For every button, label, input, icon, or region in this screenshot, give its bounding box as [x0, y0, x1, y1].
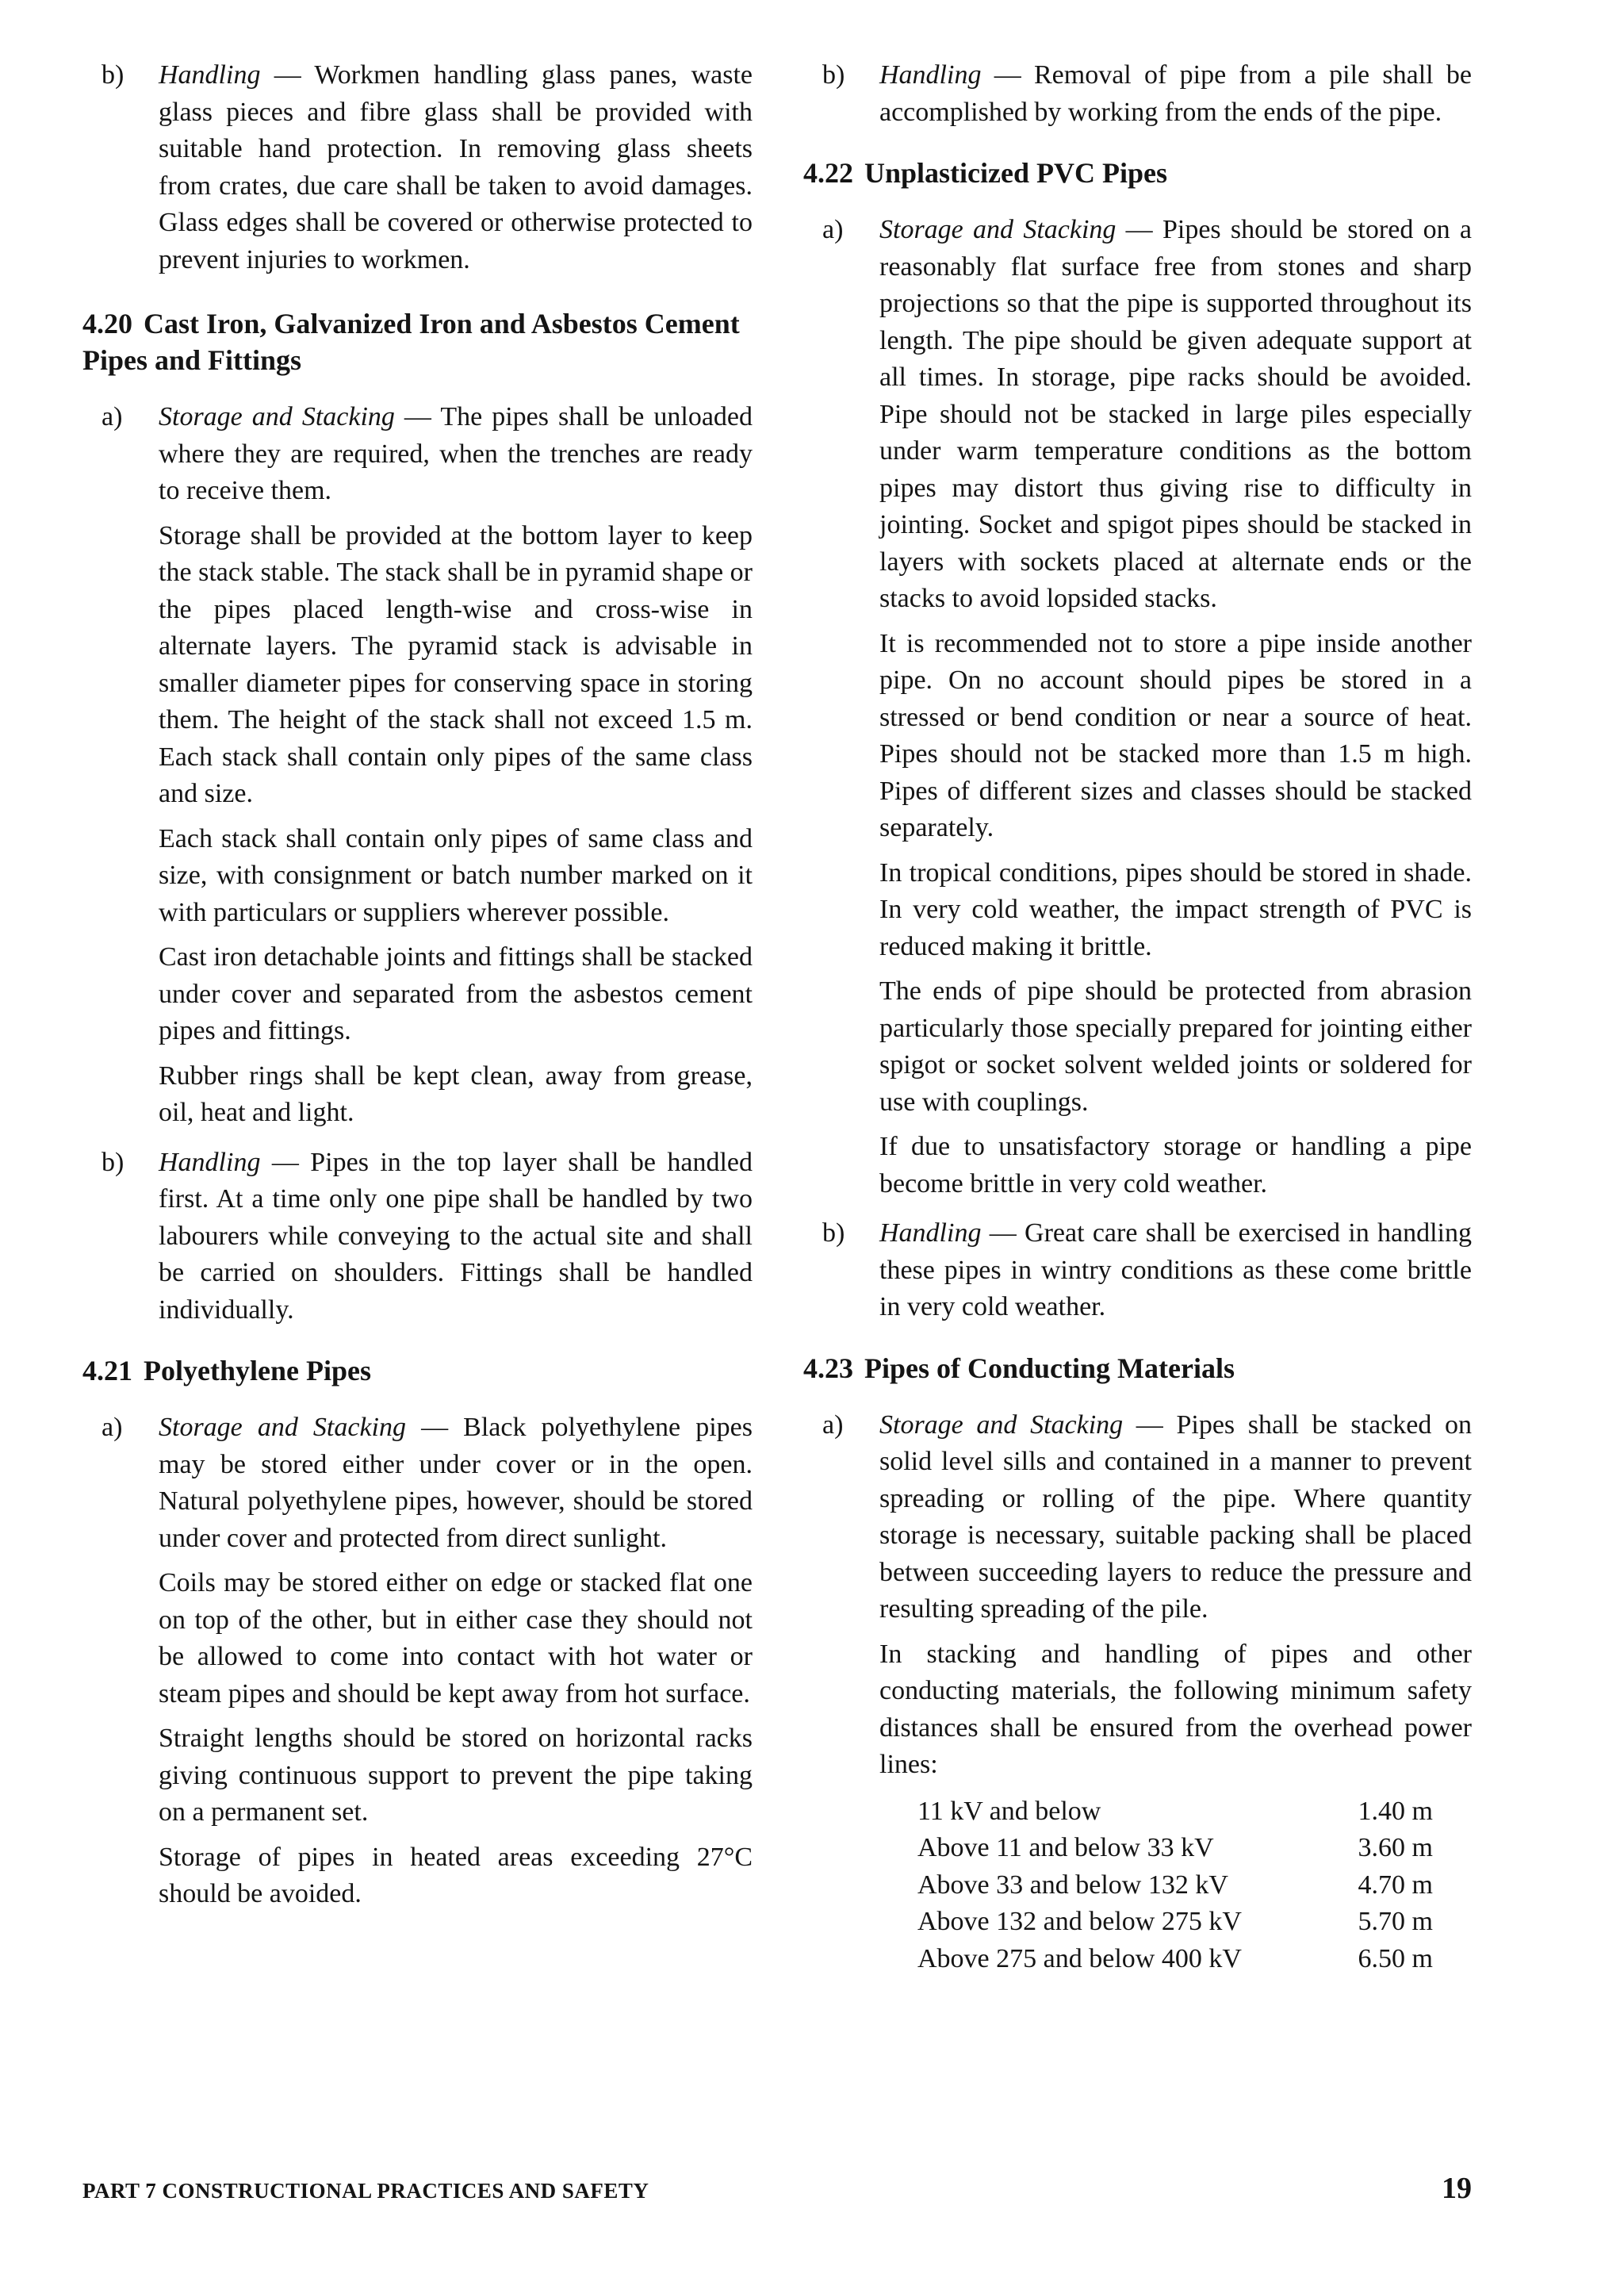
paragraph: The ends of pipe should be protected from abrasion particularly those specially prepared for jointing either spigot or socket solvent welded joints or soldered for use with couplings. — [879, 976, 1472, 1117]
item-lead: Storage and Stacking — [879, 1409, 1124, 1440]
list-item-body — [159, 1145, 753, 1329]
section-number: 4.22 — [803, 157, 853, 189]
voltage-cell: Above 33 and below 132 kV — [917, 1870, 1228, 1900]
list-item-4-21-b — [803, 57, 1472, 131]
item-lead: Handling — [159, 1147, 261, 1177]
voltage-cell: Above 11 and below 33 kV — [917, 1833, 1214, 1862]
paragraph — [879, 212, 1472, 618]
paragraph: Each stack shall contain only pipes of same class and size, with consignment or batch number marked on it with particulars or suppliers wherever possible. — [159, 823, 753, 927]
section-number: 4.21 — [82, 1355, 132, 1386]
paragraph — [879, 1215, 1472, 1326]
paragraph: Cast iron detachable joints and fittings shall be stacked under cover and separated from the asbestos cement pipes and fittings. — [159, 942, 753, 1045]
paragraph: Rubber rings shall be kept clean, away from grease, oil, heat and light. — [159, 1060, 753, 1127]
item-text: — Pipes should be stored on a reasonably flat surface free from stones and sharp projections so that the pipe is supported throughout its length. The pipe should be given adequate support at all times. In storage, pipe racks should be avoided. Pipe should not be stacked in large piles especially under warm temperature conditions as the bottom pipes may distort thus giving rise to difficulty in jointing. Socket and spigot pipes should be stacked in layers with sockets placed at alternate ends or the stacks to avoid lopsided stacks. — [879, 215, 1472, 613]
footer-part-title: PART 7 CONSTRUCTIONAL PRACTICES AND SAFETY — [82, 2179, 649, 2203]
paragraph: Storage shall be provided at the bottom layer to keep the stack stable. The stack shall be in pyramid shape or the pipes placed length-wise and cross-wise in alternate layers. The pyramid stack is advisable in smaller diameter pipes for conserving space in storing them. The height of the stack shall not exceed 1.5 m. Each stack shall contain only pipes of the same class and size. — [159, 520, 753, 808]
list-item-4-21-a — [82, 1409, 753, 1913]
table-row — [917, 1941, 1433, 1978]
voltage-cell: Above 132 and below 275 kV — [917, 1907, 1242, 1936]
paragraph: In stacking and handling of pipes and other conducting materials, the following minimum safety distances shall be ensured from the overhead power lines: — [879, 1639, 1472, 1779]
paragraph — [159, 1409, 753, 1557]
list-item-4-22-a — [803, 212, 1472, 1202]
item-lead: Storage and Stacking — [159, 1413, 406, 1442]
distance-cell: 3.60 m — [1358, 1833, 1433, 1862]
list-marker: a) — [822, 215, 844, 244]
voltage-cell: Above 275 and below 400 kV — [917, 1943, 1242, 1973]
list-item-body — [879, 57, 1472, 131]
paragraph: Coils may be stored either on edge or stacked flat one on top of the other, but in either case they should not be allowed to come into contact with hot water or steam pipes and should be kept away from hot surface. — [159, 1568, 753, 1708]
list-item-4-19-b — [82, 57, 753, 278]
list-item-body — [879, 1215, 1472, 1326]
item-lead: Storage and Stacking — [879, 215, 1116, 244]
distance-cell: 6.50 m — [1358, 1943, 1433, 1973]
voltage-cell: 11 kV and below — [917, 1796, 1101, 1826]
list-item-body — [159, 57, 753, 278]
section-heading-4-22 — [803, 155, 1472, 191]
list-item-4-23-a — [803, 1407, 1472, 1978]
list-item-body — [879, 1407, 1472, 1978]
list-item-body — [159, 399, 753, 1132]
section-title: Pipes of Conducting Materials — [864, 1352, 1235, 1384]
list-marker: b) — [822, 1218, 845, 1248]
paragraph — [879, 57, 1472, 131]
page-footer — [82, 2171, 1472, 2211]
paragraph — [879, 1407, 1472, 1628]
list-item-body — [879, 212, 1472, 1202]
distance-cell: 1.40 m — [1358, 1796, 1433, 1826]
paragraph: If due to unsatisfactory storage or handling a pipe become brittle in very cold weather. — [879, 1132, 1472, 1198]
paragraph: Storage of pipes in heated areas exceeding 27°C should be avoided. — [159, 1842, 753, 1908]
section-number: 4.23 — [803, 1352, 853, 1384]
section-title: Polyethylene Pipes — [144, 1355, 371, 1386]
right-column — [803, 57, 1472, 1990]
item-text: — Removal of pipe from a pile shall be accomplished by working from the ends of the pipe. — [879, 60, 1472, 127]
item-text: — Pipes shall be stacked on solid level sills and contained in a manner to prevent spreading or rolling of the pipe. Where quantity storage is necessary, suitable packing shall be placed between succeeding layers to reduce the pressure and resulting spreading of the pile. — [879, 1409, 1473, 1624]
section-heading-4-23 — [803, 1350, 1472, 1386]
paragraph: In tropical conditions, pipes should be stored in shade. In very cold weather, the impact strength of PVC is reduced making it brittle. — [879, 857, 1472, 961]
item-text: — The pipes shall be unloaded where they are required, when the trenches are ready to receive them. — [159, 402, 753, 505]
item-text: — Great care shall be exercised in handling these pipes in wintry conditions as these come brittle in very cold weather. — [879, 1218, 1472, 1321]
list-marker: b) — [102, 1147, 124, 1177]
distance-cell: 4.70 m — [1358, 1870, 1433, 1900]
item-text: — Pipes in the top layer shall be handled first. At a time only one pipe shall be handled by two labourers while conveying to the actual site and shall be carried on shoulders. Fittings shall be handled individually. — [159, 1147, 753, 1325]
table-row — [917, 1904, 1433, 1941]
list-marker: b) — [822, 60, 845, 90]
section-title: Cast Iron, Galvanized Iron and Asbestos Cement Pipes and Fittings — [82, 308, 740, 376]
left-column — [82, 57, 753, 1926]
section-number: 4.20 — [82, 308, 132, 339]
list-marker: a) — [822, 1409, 844, 1440]
list-marker: a) — [102, 402, 123, 431]
paragraph: It is recommended not to store a pipe inside another pipe. On no account should pipes be stored in a stressed or bend condition or near a source of heat. Pipes should not be stacked more than 1.5 m high. Pipes of different sizes and classes should be stacked separately. — [879, 628, 1472, 842]
item-text: — Workmen handling glass panes, waste glass pieces and fibre glass shall be provided with suitable hand protection. In removing glass sheets from crates, due care shall be taken to avoid damages. Glass edges shall be covered or otherwise protected to prevent injuries to workmen. — [159, 60, 753, 274]
paragraph — [159, 57, 753, 278]
safety-distance-table — [917, 1793, 1433, 1978]
section-heading-4-20 — [82, 305, 753, 378]
table-row — [917, 1793, 1433, 1831]
item-lead: Handling — [879, 1218, 982, 1248]
item-lead: Storage and Stacking — [159, 402, 395, 431]
table-row — [917, 1867, 1433, 1904]
item-lead: Handling — [879, 60, 982, 90]
item-lead: Handling — [159, 60, 261, 90]
distance-cell: 5.70 m — [1358, 1907, 1433, 1936]
list-item-4-20-b — [82, 1145, 753, 1329]
paragraph — [159, 399, 753, 510]
page-number: 19 — [1442, 2172, 1472, 2205]
table-row — [917, 1830, 1433, 1867]
list-item-4-22-b — [803, 1215, 1472, 1326]
list-item-body — [159, 1409, 753, 1913]
section-title: Unplasticized PVC Pipes — [864, 157, 1167, 189]
item-text: — Black polyethylene pipes may be stored either under cover or in the open. Natural polyethylene pipes, however, should be stored under cover and protected from direct sunlight. — [159, 1413, 753, 1553]
list-marker: a) — [102, 1413, 123, 1442]
paragraph — [159, 1145, 753, 1329]
section-heading-4-21 — [82, 1352, 753, 1389]
list-marker: b) — [102, 60, 124, 90]
list-item-4-20-a — [82, 399, 753, 1132]
paragraph: Straight lengths should be stored on horizontal racks giving continuous support to prevent the pipe taking on a permanent set. — [159, 1724, 753, 1827]
